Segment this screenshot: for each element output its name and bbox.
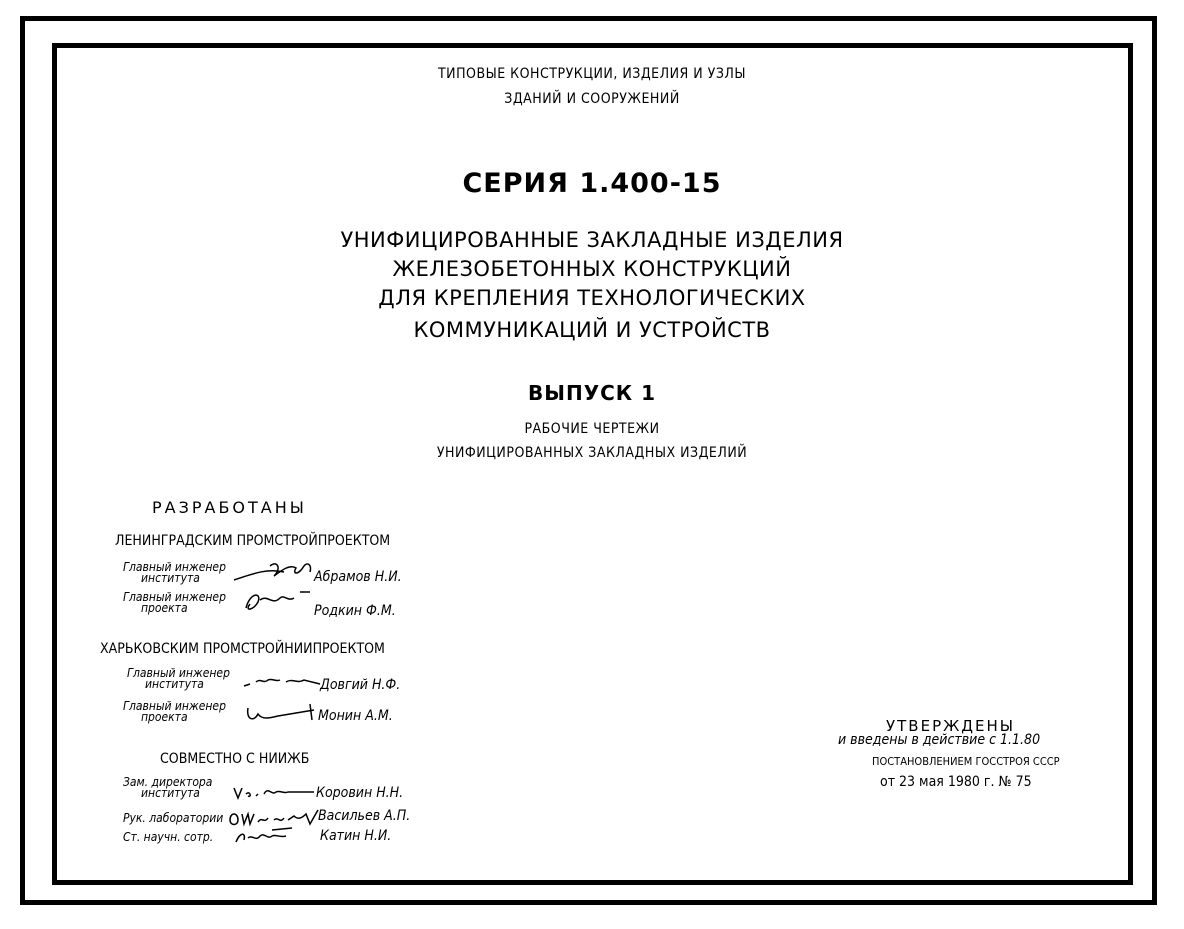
org2-p2-role: Главный инженер проекта xyxy=(123,699,226,724)
title-line-4: КОММУНИКАЦИЙ И УСТРОЙСТВ xyxy=(413,318,771,342)
org3-p1-name: Коровин Н.Н. xyxy=(316,785,404,801)
header-line-2: ЗДАНИЙ И СООРУЖЕНИЙ xyxy=(504,91,680,107)
header-line-1: ТИПОВЫЕ КОНСТРУКЦИИ, ИЗДЕЛИЯ И УЗЛЫ xyxy=(437,66,747,82)
signature-katin xyxy=(232,824,312,848)
title-line-2: ЖЕЛЕЗОБЕТОННЫХ КОНСТРУКЦИЙ xyxy=(392,257,792,281)
developed-heading: РАЗРАБОТАНЫ xyxy=(152,498,307,517)
org3-p3-role: Ст. научн. сотр. xyxy=(123,830,214,844)
org2-p2-name: Монин А.М. xyxy=(318,708,393,724)
series-title: СЕРИЯ 1.400-15 xyxy=(462,168,722,199)
signature-korovin xyxy=(230,782,318,802)
subtitle-line-1: РАБОЧИЕ ЧЕРТЕЖИ xyxy=(524,421,660,437)
org2-p1-name: Довгий Н.Ф. xyxy=(320,677,401,693)
signature-rodkin xyxy=(240,588,320,616)
title-line-3: ДЛЯ КРЕПЛЕНИЯ ТЕХНОЛОГИЧЕСКИХ xyxy=(378,286,806,310)
title-line-1: УНИФИЦИРОВАННЫЕ ЗАКЛАДНЫЕ ИЗДЕЛИЯ xyxy=(340,228,844,252)
signature-abramov xyxy=(232,558,322,586)
approved-line-2: ПОСТАНОВЛЕНИЕМ ГОССТРОЯ СССР xyxy=(872,755,1060,768)
org3-name: СОВМЕСТНО С НИИЖБ xyxy=(160,751,310,767)
approved-heading: УТВЕРЖДЕНЫ xyxy=(886,717,1015,735)
org1-p2-name: Родкин Ф.М. xyxy=(314,603,396,619)
org1-name: ЛЕНИНГРАДСКИМ ПРОМСТРОЙПРОЕКТОМ xyxy=(115,533,391,549)
signature-dovgiy xyxy=(242,672,324,692)
approved-line-1: и введены в действие с 1.1.80 xyxy=(838,732,1041,748)
org2-p1-role: Главный инженер института xyxy=(127,666,230,691)
approved-line-3: от 23 мая 1980 г. № 75 xyxy=(880,774,1032,790)
org3-p2-role: Рук. лаборатории xyxy=(123,811,224,825)
org3-p2-name: Васильев А.П. xyxy=(318,808,411,824)
org1-p1-role: Главный инженер института xyxy=(123,560,226,585)
org2-name: ХАРЬКОВСКИМ ПРОМСТРОЙНИИПРОЕКТОМ xyxy=(100,641,385,657)
org1-p1-name: Абрамов Н.И. xyxy=(314,569,402,585)
subtitle-line-2: УНИФИЦИРОВАННЫХ ЗАКЛАДНЫХ ИЗДЕЛИЙ xyxy=(436,445,748,461)
issue-title: ВЫПУСК 1 xyxy=(527,381,657,405)
org3-p3-name: Катин Н.И. xyxy=(320,828,392,844)
org1-p2-role: Главный инженер проекта xyxy=(123,590,226,615)
org3-p1-role: Зам. директора института xyxy=(123,775,213,800)
signature-monin xyxy=(244,700,320,726)
